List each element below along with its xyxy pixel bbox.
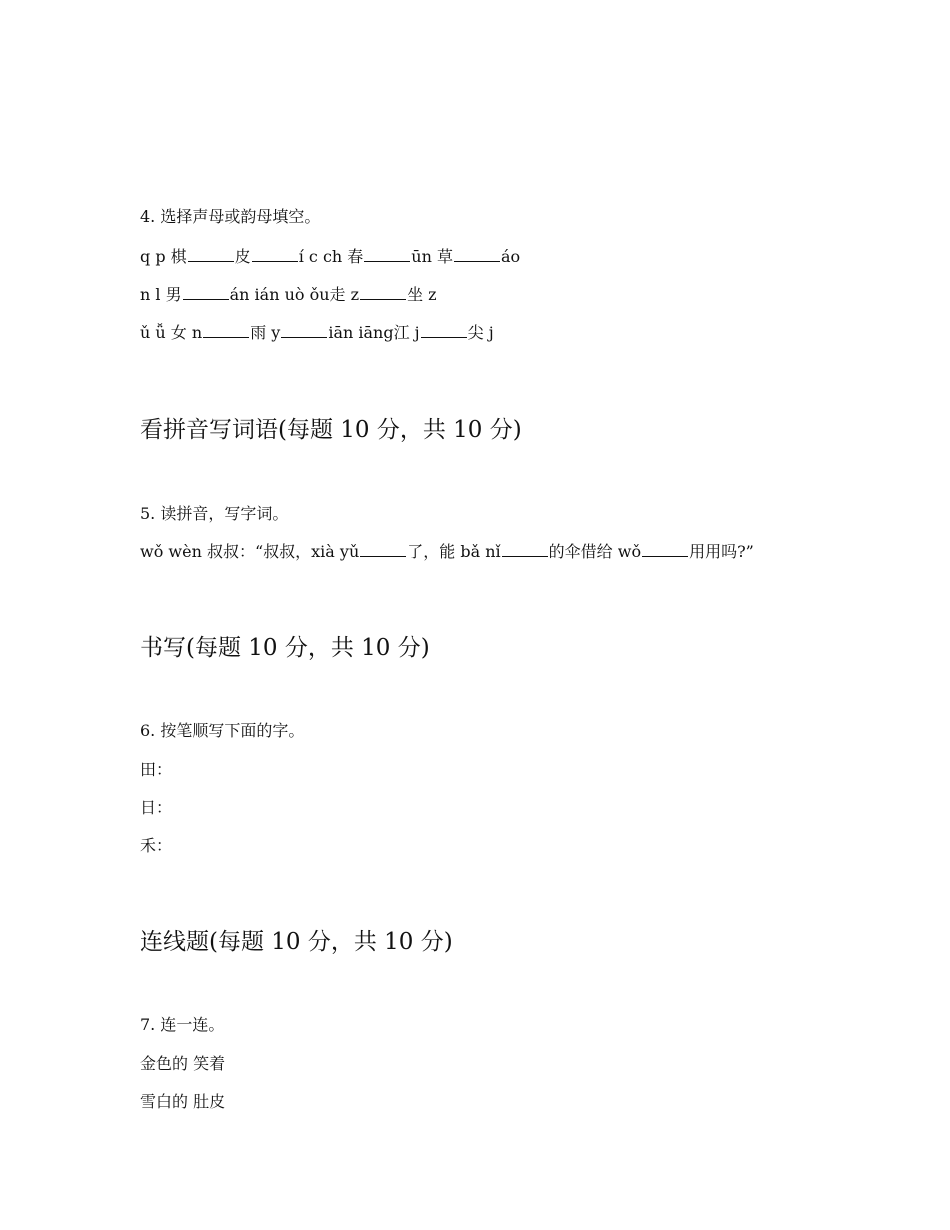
answer-blank[interactable] [364, 247, 410, 262]
q5-seg-2: 了，能 bǎ nǐ [407, 542, 501, 561]
section-heading-writing: 书写(每题 10 分，共 10 分) [140, 635, 430, 661]
q4-row1-seg-2: 皮 [234, 247, 251, 266]
answer-blank[interactable] [188, 247, 234, 262]
q6-title: 6. 按笔顺写下面的字。 [140, 721, 305, 740]
q4-row2-seg-1: n l 男 [140, 285, 182, 304]
section-heading-matching: 连线题(每题 10 分，共 10 分) [140, 929, 453, 955]
answer-blank[interactable] [421, 323, 467, 338]
q4-row1-seg-1: q p 棋 [140, 247, 187, 266]
q5-title: 5. 读拼音，写字词。 [140, 504, 289, 523]
q6-item-3: 禾： [140, 836, 173, 855]
answer-blank[interactable] [360, 285, 406, 300]
answer-blank[interactable] [203, 323, 249, 338]
q5-sentence [140, 542, 754, 562]
q7-item-2: 雪白的 肚皮 [140, 1092, 226, 1111]
q4-row-1 [140, 247, 520, 267]
q5-seg-3: 的伞借给 wǒ [548, 542, 642, 561]
q4-row1-seg-4: ūn 草 [411, 247, 453, 266]
q4-row2-seg-3: 坐 z [407, 285, 437, 304]
q4-row3-seg-1: ǔ ǚ 女 n [140, 323, 203, 342]
q4-row2-seg-2: án ián uò ǒu走 z [229, 285, 360, 304]
answer-blank[interactable] [642, 542, 688, 557]
answer-blank[interactable] [183, 285, 229, 300]
q7-title: 7. 连一连。 [140, 1015, 225, 1034]
q4-row-3 [140, 323, 494, 343]
q6-item-2: 日： [140, 798, 173, 817]
q6-item-1: 田： [140, 760, 173, 779]
q4-row3-seg-2: 雨 y [250, 323, 281, 342]
q5-seg-4: 用用吗?” [689, 542, 754, 561]
q4-row-2 [140, 285, 437, 305]
answer-blank[interactable] [360, 542, 406, 557]
q4-row3-seg-3: iān iāng江 j [328, 323, 420, 342]
section-heading-pinyin: 看拼音写词语(每题 10 分，共 10 分) [140, 417, 522, 443]
q4-title: 4. 选择声母或韵母填空。 [140, 207, 321, 226]
answer-blank[interactable] [454, 247, 500, 262]
q7-item-1: 金色的 笑着 [140, 1054, 226, 1073]
answer-blank[interactable] [252, 247, 298, 262]
q4-row3-seg-4: 尖 j [467, 323, 494, 342]
q4-row1-seg-3: í c ch 春 [298, 247, 364, 266]
answer-blank[interactable] [281, 323, 327, 338]
answer-blank[interactable] [502, 542, 548, 557]
q5-seg-1: wǒ wèn 叔叔：“叔叔，xià yǔ [140, 542, 360, 561]
q4-row1-seg-5: áo [501, 247, 521, 266]
